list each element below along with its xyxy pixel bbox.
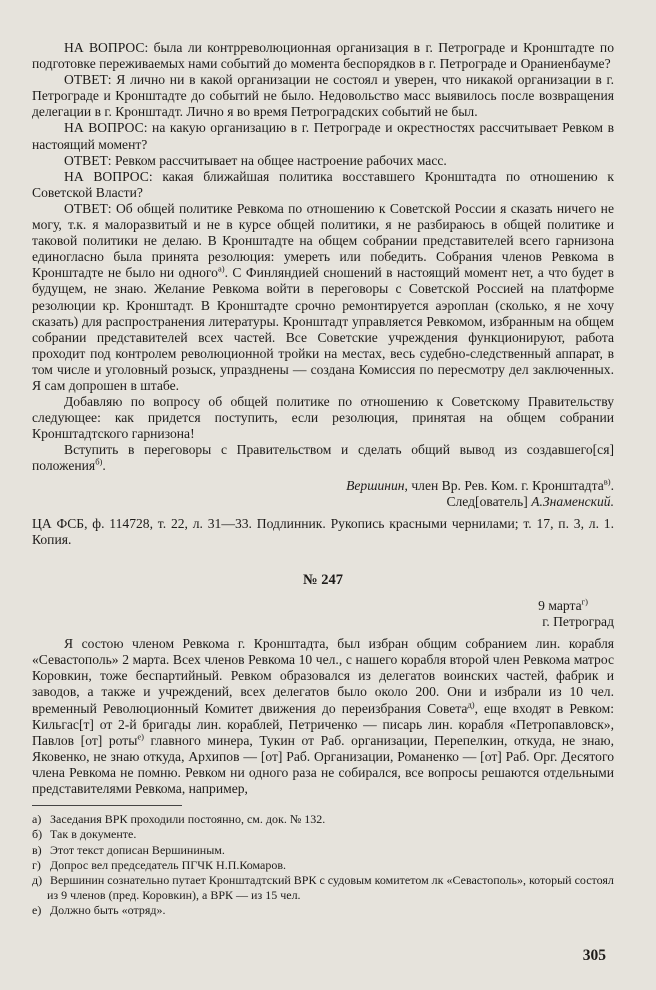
answer-3-text-b: . С Финляндией сношений в настоящий момент нет, а что будет в будущем, не знаю. Желание Ревкома войти в переговоры с Советской Россией на платформе резолюции кр. Кронштадт. В Кронштадте срочно ремонтируется аэроплан (сколько, я не хочу сказать) для распространения литературы. Кронштадт управляется Ревкомом, избранным на общем собрании представителей всех частей. Все Советские учреждения функционируют, работа проходит под контролем революционной тройки на местах, весь судебно-следственный аппарат, в том числе и уголовный розыск, упразднены — создана Комиссия по пересмотру дел заключенных. Я сам допрошен в штабе. — [32, 265, 614, 393]
footnote-ref-e: е) — [137, 731, 144, 742]
footnote-text: Заседания ВРК проходили постоянно, см. док. № 132. — [50, 812, 326, 827]
investigator-line — [32, 494, 614, 510]
signer-title: , член Вр. Рев. Ком. г. Кронштадта — [404, 477, 604, 493]
negotiation-end: . — [102, 458, 106, 474]
footnote-a — [32, 812, 614, 827]
document-number: № 247 — [303, 571, 343, 588]
answer-1: ОТВЕТ: Я лично ни в какой организации не состоял и уверен, что никакой организации в г. Петрограде и Кронштадте до событий не было. Недовольство масс выявилось после возвращения делегации в г. Кронштадт. Лично я во время Петроградских событий не был. — [32, 72, 614, 120]
footnote-ref-a: а) — [217, 263, 225, 274]
footnote-e — [32, 903, 614, 918]
addition-paragraph: Добавляю по вопросу об общей политике по отношению к Советскому Правительству следующее: как придется поступить, если резолюция, принятая на общем собрании Кронштадтского гарнизона! — [32, 394, 614, 442]
place-line: г. Петроград — [542, 614, 614, 630]
question-2: НА ВОПРОС: на какую организацию в г. Петрограде и окрестностях рассчитывает Ревком в настоящий момент? — [32, 120, 614, 152]
footnote-mark: в) — [32, 842, 42, 857]
footnote-text: Этот текст дописан Вершининым. — [50, 842, 225, 857]
doc247-text-c: главного минера, Тукин от Раб. организации, Перепелкин, откуда, не знаю, Яковенко, не знаю откуда, Архипов — [от] Раб. Организации, Романенко — [от] Раб. Орг. Десятого члена Ревкома не помню. Ревком ни одного раза не собирался, все вопросы решаются отдельными представителями Ревкома, например, — [32, 732, 614, 797]
footnotes — [32, 812, 614, 918]
answer-3-text-a: ОТВЕТ: Об общей политике Ревкома по отношению к Советской России я сказать ничего не могу, т.к. я малоразвитый и не в курсе общей политики, я не разбираюсь в общей политике и таковой политики не делаю. В Кронштадте на общем собрании представителей всего гарнизона единогласно была принята резолюция: умереть или победить. Собрания членов Ревкома в Кронштадте не было ни одного — [32, 200, 614, 281]
date-text: 9 марта — [538, 598, 582, 613]
signer-name: Вершинин — [346, 477, 405, 493]
doc247-text-b: , еще входят в Ревком: Кильгас[т] от 2-й бригады лин. кораблей, Петриченко — писарь лин. корабля «Петропавловск», Павлов [от] роты — [32, 700, 614, 748]
footnote-g — [32, 858, 614, 873]
source-note: ЦА ФСБ, ф. 114728, т. 22, л. 31—33. Подлинник. Рукопись красными чернилами; т. 17, п. 3, л. 1. Копия. — [32, 515, 614, 547]
footnote-text: Должно быть «отряд». — [50, 903, 166, 918]
footnote-text: Так в документе. — [50, 827, 137, 842]
negotiation-paragraph — [32, 442, 614, 474]
footnote-ref-v: в) — [603, 476, 611, 486]
signature-end: . — [610, 477, 614, 493]
footnote-ref-g: г) — [581, 596, 588, 607]
page-number: 305 — [582, 947, 606, 964]
question-3: НА ВОПРОС: какая ближайшая политика восставшего Кронштадта по отношению к Советской Власти? — [32, 168, 614, 200]
footnote-mark: б) — [32, 827, 43, 842]
question-1: НА ВОПРОС: была ли контрреволюционная организация в г. Петрограде и Кронштадте по подготовке переживаемых нами событий до момента беспорядков в г. Петрограде и Ораниенбауме? — [32, 40, 614, 72]
footnote-ref-d: д) — [467, 699, 475, 710]
date-line — [32, 598, 614, 614]
doc247-text-a: Я состою членом Ревкома г. Кронштадта, был избран общим собранием лин. корабля «Севастополь» 2 марта. Всех членов Ревкома 10 чел., с нашего корабля второй член Ревкома матрос Коровкин, тоже беспартийный. Ревком образовался из делегатов воинских частей, фабрик и заводов, а также и учреждений, всех делегатов было около 200. Они и избрали из 10 чел. временный Революционный Комитет движения до переизбрания Совета — [32, 636, 614, 716]
footnote-divider — [32, 805, 182, 806]
page-body — [32, 40, 614, 919]
footnote-d — [32, 873, 614, 903]
footnote-b — [32, 827, 614, 842]
investigator-label: След[ователь] — [446, 493, 532, 509]
document-247-text — [32, 636, 614, 797]
investigator-name: А.Знаменский. — [531, 493, 614, 509]
signature-line — [32, 478, 614, 494]
answer-3 — [32, 201, 614, 394]
answer-2: ОТВЕТ: Ревком рассчитывает на общее настроение рабочих масс. — [64, 152, 447, 168]
footnote-mark: е) — [32, 903, 42, 918]
footnote-ref-b: б) — [95, 456, 103, 467]
footnote-mark: г) — [32, 857, 41, 872]
footnote-text: Допрос вел председатель ПГЧК Н.П.Комаров. — [50, 857, 287, 872]
footnote-mark: а) — [32, 812, 42, 827]
footnote-v — [32, 843, 614, 858]
footnote-text: Вершинин сознательно путает Кронштадтский ВРК с судовым комитетом лк «Севастополь», который состоял из 9 членов (пред. Коровкин), а ВРК — из 15 чел. — [47, 872, 614, 903]
footnote-mark: д) — [32, 872, 43, 887]
negotiation-text: Вступить в переговоры с Правительством и сделать общий вывод из создавшего[ся] положения — [32, 442, 614, 474]
